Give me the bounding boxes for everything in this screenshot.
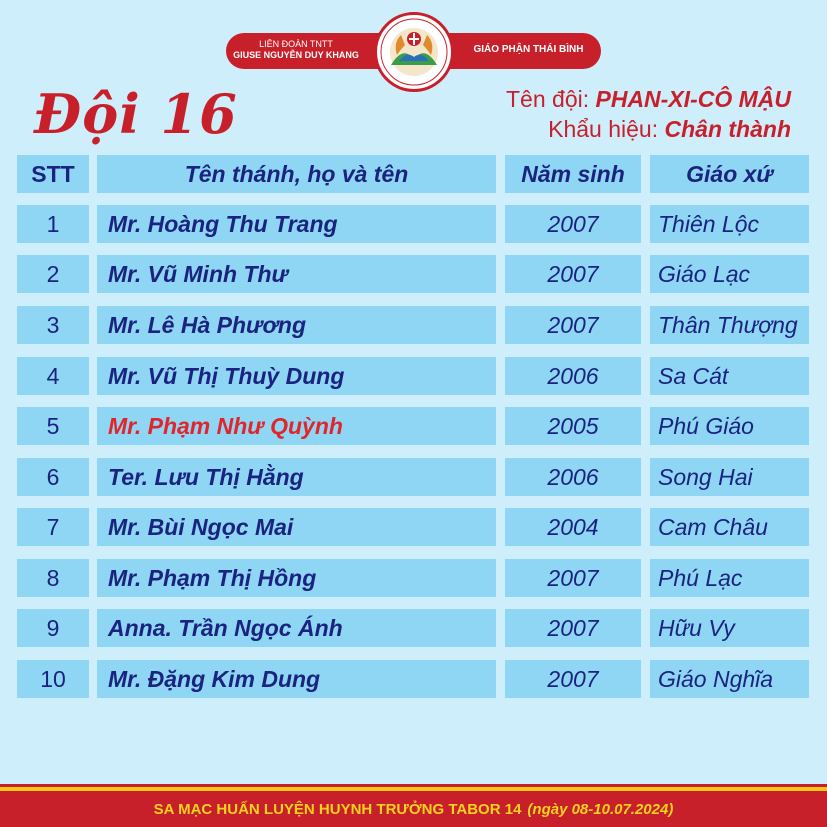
row-1-year: 2007 bbox=[505, 205, 641, 243]
header-name: Tên thánh, họ và tên bbox=[97, 155, 496, 193]
footer-title: SA MẠC HUẤN LUYỆN HUYNH TRƯỞNG TABOR 14 bbox=[153, 800, 522, 818]
row-2-stt: 2 bbox=[17, 255, 89, 293]
logo-graphic bbox=[377, 15, 451, 89]
row-4-stt: 4 bbox=[17, 357, 89, 395]
league-line-1: LIÊN ĐOÀN TNTT bbox=[259, 39, 333, 49]
row-1-stt: 1 bbox=[17, 205, 89, 243]
row-6-parish: Song Hai bbox=[650, 458, 809, 496]
row-5-parish: Phú Giáo bbox=[650, 407, 809, 445]
row-5-name: Mr. Phạm Như Quỳnh bbox=[97, 407, 496, 445]
team-name-label: Tên đội: bbox=[506, 86, 590, 112]
row-2-year: 2007 bbox=[505, 255, 641, 293]
header-year: Năm sinh bbox=[505, 155, 641, 193]
row-3-name: Mr. Lê Hà Phương bbox=[97, 306, 496, 344]
row-6-name: Ter. Lưu Thị Hằng bbox=[97, 458, 496, 496]
header-parish: Giáo xứ bbox=[650, 155, 809, 193]
team-name-value: PHAN-XI-CÔ MẬU bbox=[595, 86, 791, 112]
row-9-stt: 9 bbox=[17, 609, 89, 647]
row-10-stt: 10 bbox=[17, 660, 89, 698]
row-1-parish: Thiên Lộc bbox=[650, 205, 809, 243]
row-8-stt: 8 bbox=[17, 559, 89, 597]
row-8-parish: Phú Lạc bbox=[650, 559, 809, 597]
team-motto-label: Khẩu hiệu: bbox=[548, 116, 659, 142]
league-line-2: GIUSE NGUYỄN DUY KHANG bbox=[233, 50, 359, 60]
league-name bbox=[226, 39, 366, 61]
logo-emblem bbox=[374, 12, 454, 92]
row-4-year: 2006 bbox=[505, 357, 641, 395]
row-2-name: Mr. Vũ Minh Thư bbox=[97, 255, 496, 293]
diocese-name: GIÁO PHẬN THÁI BÌNH bbox=[473, 44, 584, 55]
row-2-parish: Giáo Lạc bbox=[650, 255, 809, 293]
row-3-year: 2007 bbox=[505, 306, 641, 344]
row-10-year: 2007 bbox=[505, 660, 641, 698]
row-5-stt: 5 bbox=[17, 407, 89, 445]
row-3-stt: 3 bbox=[17, 306, 89, 344]
row-4-name: Mr. Vũ Thị Thuỳ Dung bbox=[97, 357, 496, 395]
row-7-parish: Cam Châu bbox=[650, 508, 809, 546]
row-9-parish: Hữu Vy bbox=[650, 609, 809, 647]
row-9-year: 2007 bbox=[505, 609, 641, 647]
team-motto bbox=[548, 116, 791, 143]
row-7-name: Mr. Bùi Ngọc Mai bbox=[97, 508, 496, 546]
header-stt: STT bbox=[17, 155, 89, 193]
row-7-stt: 7 bbox=[17, 508, 89, 546]
footer-bar bbox=[0, 791, 827, 827]
row-8-year: 2007 bbox=[505, 559, 641, 597]
team-title: Đội 16 bbox=[34, 82, 238, 146]
row-5-year: 2005 bbox=[505, 407, 641, 445]
team-name bbox=[506, 86, 791, 113]
row-10-parish: Giáo Nghĩa bbox=[650, 660, 809, 698]
row-6-stt: 6 bbox=[17, 458, 89, 496]
row-3-parish: Thân Thượng bbox=[650, 306, 809, 344]
row-8-name: Mr. Phạm Thị Hồng bbox=[97, 559, 496, 597]
row-6-year: 2006 bbox=[505, 458, 641, 496]
row-4-parish: Sa Cát bbox=[650, 357, 809, 395]
row-7-year: 2004 bbox=[505, 508, 641, 546]
team-motto-value: Chân thành bbox=[664, 116, 791, 142]
row-10-name: Mr. Đặng Kim Dung bbox=[97, 660, 496, 698]
row-9-name: Anna. Trần Ngọc Ánh bbox=[97, 609, 496, 647]
footer-date: (ngày 08-10.07.2024) bbox=[527, 800, 674, 818]
row-1-name: Mr. Hoàng Thu Trang bbox=[97, 205, 496, 243]
